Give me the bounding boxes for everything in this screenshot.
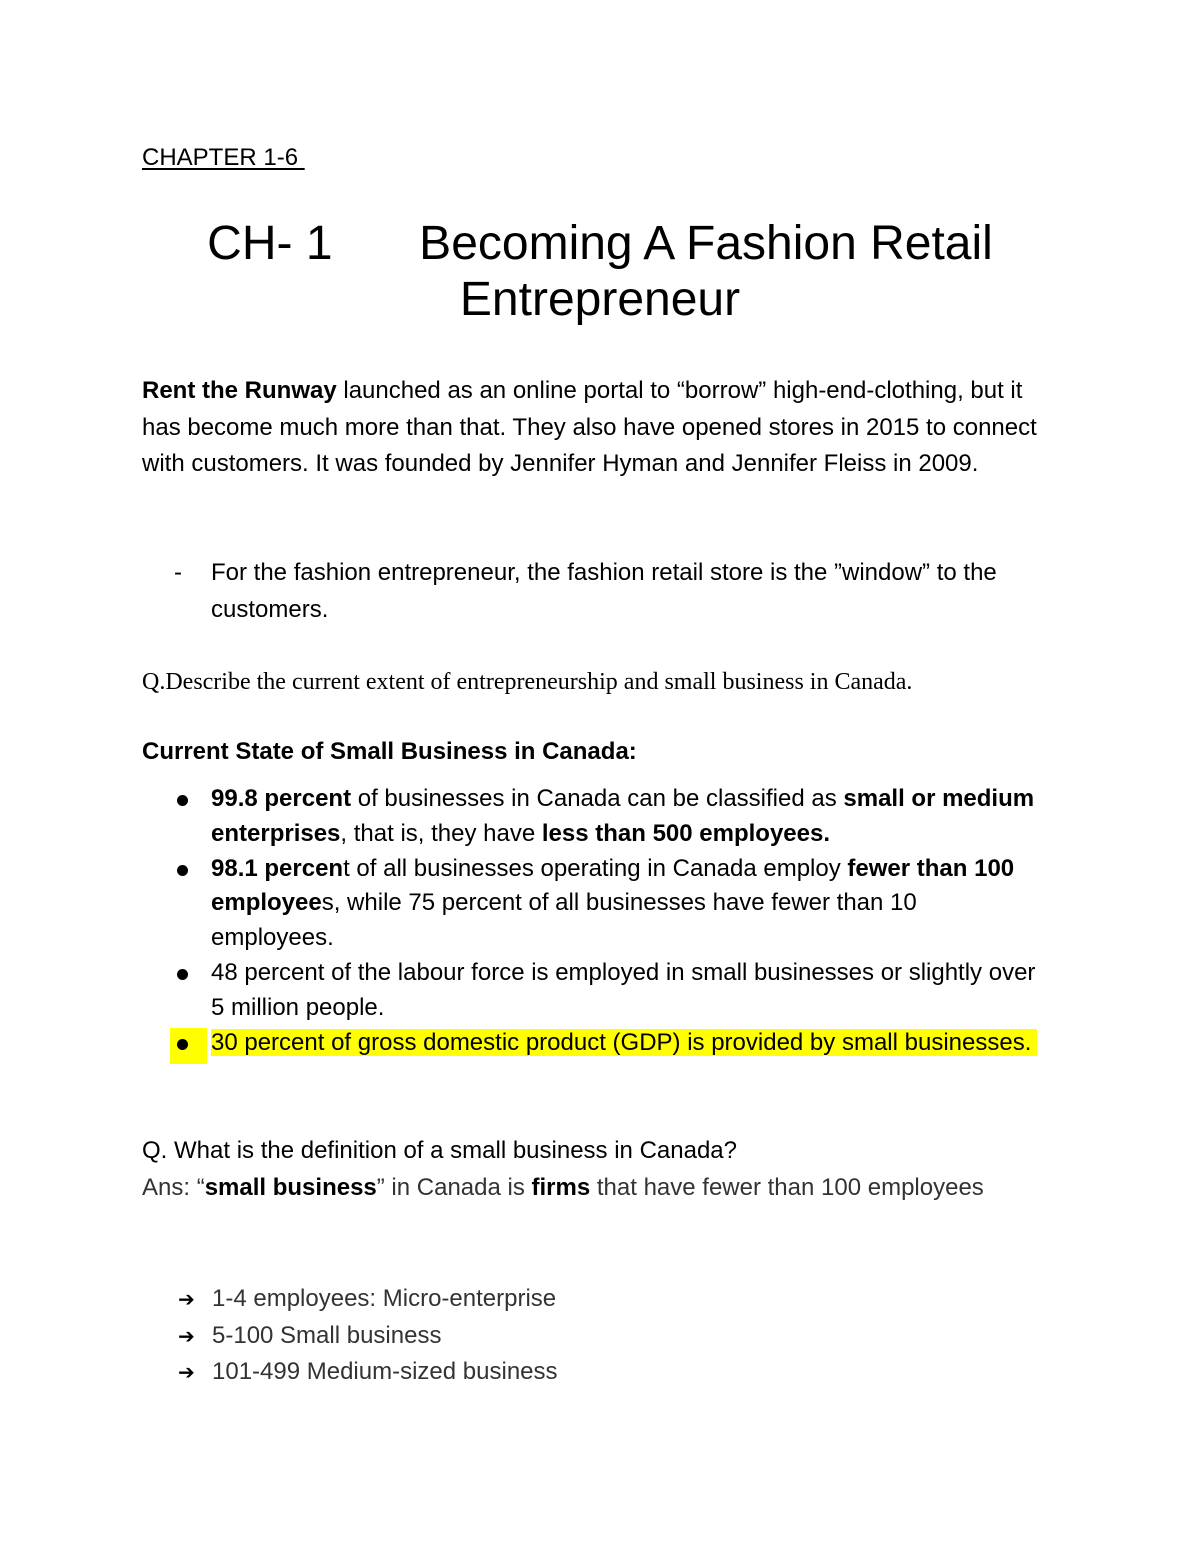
size-class-label: 101-499 Medium-sized business [212, 1358, 558, 1385]
arrow-right-icon: ➔ [178, 1287, 195, 1311]
intro-bold: Rent the Runway [142, 377, 337, 404]
answer-bold: firms [531, 1173, 591, 1201]
size-class-list [142, 1281, 1042, 1391]
arrow-right-icon: ➔ [178, 1323, 195, 1348]
highlighted-stat-text: 30 percent of gross domestic product (GDP) is provided by small businesses. [211, 1029, 1037, 1056]
answer-text: that have fewer than 100 employees [590, 1173, 984, 1201]
size-class-item [142, 1318, 1042, 1355]
dash-marker: - [174, 559, 182, 586]
stat-text: , that is, they have [340, 819, 542, 847]
chapter-number: CH- 1 [207, 217, 333, 270]
bullet-icon [177, 1039, 188, 1050]
stats-list-item [142, 852, 1042, 956]
stat-text: 48 percent of the labour force is employed in small businesses or slightly over 5 million people. [211, 958, 1036, 1021]
chapter-title [150, 216, 1050, 328]
stat-bold: small or medium enterprises [211, 785, 1035, 847]
section-heading: Current State of Small Business in Canada: [142, 738, 637, 765]
stat-bold: less than 500 employees. [541, 819, 831, 847]
stat-bold: fewer than 100 employee [211, 854, 1015, 917]
size-class-item [142, 1354, 1042, 1391]
question-extent: Q.Describe the current extent of entrepreneurship and small business in Canada. [142, 669, 913, 695]
answer-prefix: Ans: “ [142, 1173, 205, 1201]
stat-text: of businesses in Canada can be classified as [351, 785, 844, 812]
size-class-label: 1-4 employees: Micro-enterprise [212, 1285, 557, 1312]
answer-definition [142, 1170, 1042, 1207]
chapter-title-line1 [150, 216, 1050, 272]
arrow-right-icon: ➔ [178, 1360, 195, 1384]
stats-list-item-highlighted [142, 1026, 1042, 1061]
stats-list [142, 782, 1042, 1060]
stat-text: s, while 75 percent of all businesses have fewer than 10 employees. [211, 889, 917, 952]
stat-bold: 99.8 percent [211, 785, 352, 812]
dash-list-item [174, 555, 1044, 628]
bullet-icon [177, 865, 188, 876]
question-definition: Q. What is the definition of a small business in Canada? [142, 1137, 737, 1164]
stat-text: t of all businesses operating in Canada employ [343, 854, 848, 882]
answer-text: ” in Canada is [376, 1173, 532, 1201]
size-class-label: 5-100 Small business [212, 1321, 442, 1349]
answer-bold: small business [204, 1173, 377, 1201]
stats-list-item [142, 956, 1042, 1026]
chapter-heading: CHAPTER 1-6 [142, 144, 305, 171]
intro-paragraph [142, 373, 1042, 483]
chapter-title-text: Becoming A Fashion Retail [419, 217, 993, 270]
dash-item-text: For the fashion entrepreneur, the fashion retail store is the ”window” to the customers. [211, 559, 997, 623]
definition-qa [142, 1133, 1042, 1206]
stat-bold: 98.1 percen [211, 854, 344, 882]
bullet-icon [177, 969, 188, 980]
stats-list-item [142, 782, 1042, 852]
chapter-title-line2: Entrepreneur [459, 273, 741, 326]
size-class-item [142, 1281, 1042, 1318]
intro-text: launched as an online portal to “borrow” high-end-clothing, but it has become much more than that. They also have opened stores in 2015 to connect with customers. It was founded by Jennifer Hyman and Jennifer Fleiss in 2009. [142, 377, 1037, 477]
bullet-icon [177, 795, 188, 806]
